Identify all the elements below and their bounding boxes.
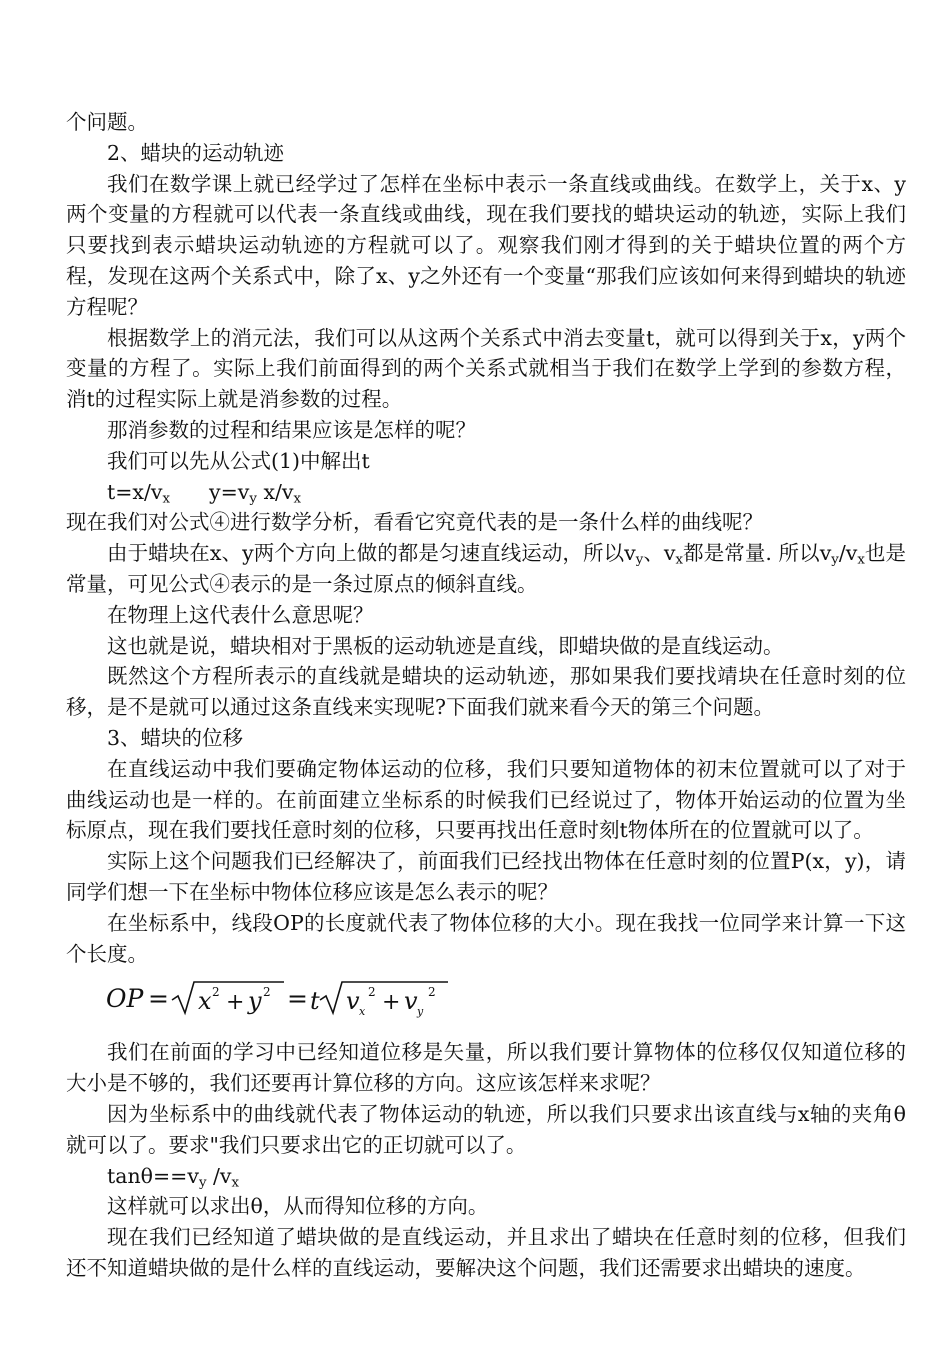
formula-plus1: + [226,990,245,1016]
formula-vy-sub: y [417,1005,424,1019]
formula-op-magnitude [66,975,906,1023]
formula-exp3: 2 [368,985,376,1000]
formula-eq1: = [148,984,169,1014]
paragraph-elimination-method: 根据数学上的消元法，我们可以从这两个关系式中消去变量t，就可以得到关于x，y两个变量的方程了。实际上我们前面得到的两个关系式就相当于我们在数学上学到的参数方程，消t的过程实际上就是消参数的过程。 [66,325,906,412]
formula-exp4: 2 [428,985,436,1000]
equation-y-part1: y=v [209,479,250,504]
formula-vx: v [346,987,360,1016]
paragraph-op-length: 在坐标系中，线段OP的长度就代表了物体位移的大小。现在我找一位同学来计算一下这个长度。 [66,910,906,966]
equation-t [66,477,906,508]
formula-x: x [198,987,212,1016]
paragraph-trajectory-intro: 我们在数学课上就已经学过了怎样在坐标中表示一条直线或曲线。在数学上，关于x、y两个变量的方程就可以代表一条直线或曲线，现在我们要找的蜡块运动的轨迹，实际上我们只要找到表示蜡块运动轨迹的方程就可以了。观察我们刚才得到的关于蜡块位置的两个方程，发现在这两个关系式中，除了x、y之外还有一个变量“那我们应该如何来得到蜡块的轨迹方程呢？ [66,171,906,319]
equation-t-sub1: x [162,490,170,506]
formula-y: y [248,987,262,1016]
paragraph-theta-result: 这样就可以求出θ，从而得知位移的方向。 [107,1194,489,1219]
formula-op-svg [106,976,466,1022]
equation-y-sub1: y [249,490,257,506]
document-page [66,107,906,1284]
formula-lhs: OP [106,984,144,1014]
paragraph-vector-direction: 我们在前面的学习中已经知道位移是矢量，所以我们要计算物体的位移仅仅知道位移的大小是不够的，我们还要再计算位移的方向。这应该怎样来求呢？ [66,1040,906,1096]
paragraph-uniform-motion: 由于蜡块在x、y两个方向上做的都是匀速直线运动，所以$v_y$、$v_x$都是常量. 所以$v_y/v_x$也是常量，可见公式④表示的是一条过原点的倾斜直线。 [66,541,906,596]
paragraph-analysis-formula4: 现在我们对公式④进行数学分析，看看它究竟代表的是一条什么样的曲线呢？ [66,510,763,535]
section-heading-trajectory: 2、蜡块的运动轨迹 [107,140,285,165]
formula-plus2: + [382,990,401,1016]
formula-exp1: 2 [212,985,220,1000]
equation-t-part1: t=x/v [107,479,163,504]
equation-y-sub2: x [293,490,302,506]
equation-y-part2: x/v [256,479,294,504]
equation-tan: $\tan\theta==v_y$ $/v_x$ [107,1163,240,1190]
paragraph-continuation: 个问题。 [66,110,148,134]
paragraph-angle-theta: 因为坐标系中的曲线就代表了物体运动的轨迹，所以我们只要求出该直线与x轴的夹角θ就可以了。要求"我们只要求出它的正切就可以了。 [66,1101,906,1157]
paragraph-displacement-intro: 在直线运动中我们要确定物体运动的位移，我们只要知道物体的初末位置就可以了对于曲线运动也是一样的。在前面建立坐标系的时候我们已经说过了，物体开始运动的位置为坐标原点，现在我们要找任意时刻的位移，只要再找出任意时刻t物体所在的位置就可以了。 [66,756,906,843]
formula-exp2: 2 [263,985,271,1000]
formula-t: t [310,987,320,1016]
paragraph-question-process: 那消参数的过程和结果应该是怎样的呢？ [107,417,476,442]
paragraph-position-p: 实际上这个问题我们已经解决了，前面我们已经找出物体在任意时刻的位置P(x，y)，请同学们想一下在坐标中物体位移应该是怎么表示的呢？ [66,849,906,904]
formula-vx-sub: x [359,1005,366,1019]
paragraph-next-question: 既然这个方程所表示的直线就是蜡块的运动轨迹，那如果我们要找靖块在任意时刻的位移，是不是就可以通过这条直线来实现呢?下面我们就来看今天的第三个问题。 [66,664,906,720]
section-heading-displacement: 3、蜡块的位移 [107,725,244,750]
paragraph-physics-meaning: 在物理上这代表什么意思呢？ [107,602,374,627]
paragraph-solve-t: 我们可以先从公式(1)中解出t [107,448,370,473]
formula-vy: v [404,987,418,1016]
paragraph-straight-line: 这也就是说，蜡块相对于黑板的运动轨迹是直线，即蜡块做的是直线运动。 [107,633,784,658]
paragraph-velocity-next: 现在我们已经知道了蜡块做的是直线运动，并且求出了蜡块在任意时刻的位移，但我们还不知道蜡块做的是什么样的直线运动，要解决这个问题，我们还需要求出蜡块的速度。 [66,1225,906,1280]
formula-eq2: = [287,984,308,1014]
